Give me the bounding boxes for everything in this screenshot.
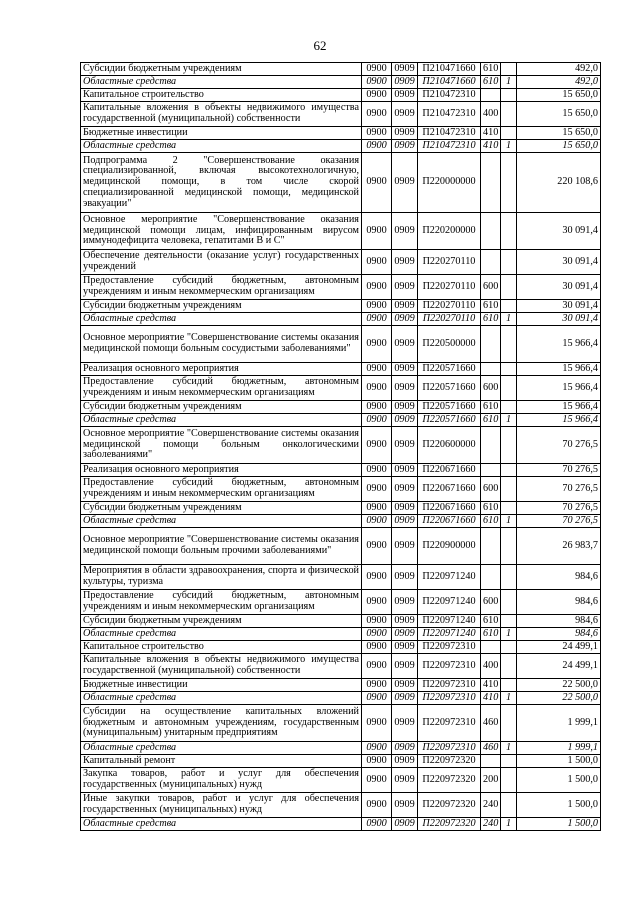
target-article-code: П220500000 xyxy=(418,326,481,363)
amount: 15 966,4 xyxy=(517,401,601,414)
section-code: 0909 xyxy=(392,515,418,528)
table-row xyxy=(81,692,601,705)
amount: 30 091,4 xyxy=(517,300,601,313)
table-row xyxy=(81,326,601,363)
target-article-code: П220972310 xyxy=(418,654,481,679)
funding-source-code xyxy=(501,401,517,414)
funding-source-code xyxy=(501,565,517,590)
item-name: Капитальное строительство xyxy=(81,641,362,654)
item-name: Иные закупки товаров, работ и услуг для обеспечения государственных (муниципальных) нужд xyxy=(81,793,362,818)
amount: 24 499,1 xyxy=(517,654,601,679)
table-row xyxy=(81,363,601,376)
target-article-code: П220971240 xyxy=(418,615,481,628)
item-name: Предоставление субсидий бюджетным, автономным учреждениям и иным некоммерческим организациям xyxy=(81,376,362,401)
ministry-code: 0900 xyxy=(362,705,392,742)
budget-table-body xyxy=(81,63,601,831)
amount: 15 650,0 xyxy=(517,102,601,127)
ministry-code: 0900 xyxy=(362,414,392,427)
funding-source-code xyxy=(501,768,517,793)
amount: 15 650,0 xyxy=(517,89,601,102)
amount: 1 500,0 xyxy=(517,768,601,793)
expense-type-code: 600 xyxy=(481,376,501,401)
item-name: Реализация основного мероприятия xyxy=(81,464,362,477)
funding-source-code: 1 xyxy=(501,313,517,326)
ministry-code: 0900 xyxy=(362,140,392,153)
expense-type-code xyxy=(481,213,501,250)
section-code: 0909 xyxy=(392,464,418,477)
target-article-code: П220972310 xyxy=(418,679,481,692)
target-article-code: П210471660 xyxy=(418,63,481,76)
target-article-code: П220200000 xyxy=(418,213,481,250)
funding-source-code xyxy=(501,679,517,692)
table-row xyxy=(81,250,601,275)
item-name: Областные средства xyxy=(81,140,362,153)
item-name: Бюджетные инвестиции xyxy=(81,127,362,140)
amount: 984,6 xyxy=(517,565,601,590)
item-name: Подпрограмма 2 "Совершенствование оказания специализированной, включая высокотехнологичную, медицинской помощи, в том числе скорой специализированной медицинской помощи, медицинской эвакуации" xyxy=(81,153,362,213)
item-name: Основное мероприятие "Совершенствование системы оказания медицинской помощи больным сосудистыми заболеваниями" xyxy=(81,326,362,363)
funding-source-code xyxy=(501,793,517,818)
table-row xyxy=(81,127,601,140)
amount: 22 500,0 xyxy=(517,692,601,705)
ministry-code: 0900 xyxy=(362,755,392,768)
ministry-code: 0900 xyxy=(362,515,392,528)
funding-source-code xyxy=(501,63,517,76)
table-row xyxy=(81,528,601,565)
section-code: 0909 xyxy=(392,153,418,213)
amount: 30 091,4 xyxy=(517,213,601,250)
table-row xyxy=(81,705,601,742)
ministry-code: 0900 xyxy=(362,76,392,89)
item-name: Капитальное строительство xyxy=(81,89,362,102)
section-code: 0909 xyxy=(392,427,418,464)
item-name: Областные средства xyxy=(81,515,362,528)
target-article-code: П220972320 xyxy=(418,818,481,831)
target-article-code: П220571660 xyxy=(418,376,481,401)
ministry-code: 0900 xyxy=(362,213,392,250)
target-article-code: П220971240 xyxy=(418,628,481,641)
item-name: Субсидии бюджетным учреждениям xyxy=(81,300,362,313)
expense-type-code: 600 xyxy=(481,477,501,502)
section-code: 0909 xyxy=(392,414,418,427)
ministry-code: 0900 xyxy=(362,250,392,275)
amount: 70 276,5 xyxy=(517,427,601,464)
expense-type-code: 410 xyxy=(481,692,501,705)
ministry-code: 0900 xyxy=(362,768,392,793)
table-row xyxy=(81,464,601,477)
target-article-code: П210472310 xyxy=(418,102,481,127)
amount: 1 500,0 xyxy=(517,793,601,818)
amount: 70 276,5 xyxy=(517,502,601,515)
amount: 70 276,5 xyxy=(517,477,601,502)
page-number: 62 xyxy=(313,38,327,53)
target-article-code: П210472310 xyxy=(418,89,481,102)
table-row xyxy=(81,275,601,300)
table-row xyxy=(81,102,601,127)
table-row xyxy=(81,213,601,250)
section-code: 0909 xyxy=(392,300,418,313)
funding-source-code xyxy=(501,590,517,615)
funding-source-code: 1 xyxy=(501,628,517,641)
funding-source-code xyxy=(501,615,517,628)
expense-type-code: 600 xyxy=(481,590,501,615)
funding-source-code xyxy=(501,528,517,565)
target-article-code: П220972310 xyxy=(418,641,481,654)
funding-source-code xyxy=(501,477,517,502)
expense-type-code: 610 xyxy=(481,401,501,414)
target-article-code: П220972310 xyxy=(418,742,481,755)
table-row xyxy=(81,76,601,89)
expense-type-code: 400 xyxy=(481,654,501,679)
expense-type-code xyxy=(481,326,501,363)
item-name: Предоставление субсидий бюджетным, автономным учреждениям и иным некоммерческим организациям xyxy=(81,477,362,502)
section-code: 0909 xyxy=(392,768,418,793)
target-article-code: П220972320 xyxy=(418,793,481,818)
target-article-code: П220571660 xyxy=(418,401,481,414)
expense-type-code xyxy=(481,464,501,477)
item-name: Капитальные вложения в объекты недвижимого имущества государственной (муниципальной) собственности xyxy=(81,654,362,679)
item-name: Основное мероприятие "Совершенствование оказания медицинской помощи лицам, инфицированным вирусом иммунодефицита человека, гепатитами В и С" xyxy=(81,213,362,250)
target-article-code: П220671660 xyxy=(418,515,481,528)
funding-source-code xyxy=(501,464,517,477)
table-row xyxy=(81,313,601,326)
target-article-code: П220971240 xyxy=(418,565,481,590)
section-code: 0909 xyxy=(392,102,418,127)
funding-source-code xyxy=(501,427,517,464)
funding-source-code xyxy=(501,153,517,213)
amount: 30 091,4 xyxy=(517,250,601,275)
amount: 24 499,1 xyxy=(517,641,601,654)
item-name: Субсидии бюджетным учреждениям xyxy=(81,615,362,628)
section-code: 0909 xyxy=(392,326,418,363)
target-article-code: П220900000 xyxy=(418,528,481,565)
amount: 22 500,0 xyxy=(517,679,601,692)
amount: 15 966,4 xyxy=(517,326,601,363)
section-code: 0909 xyxy=(392,565,418,590)
section-code: 0909 xyxy=(392,140,418,153)
funding-source-code: 1 xyxy=(501,742,517,755)
table-row xyxy=(81,755,601,768)
table-row xyxy=(81,768,601,793)
table-row xyxy=(81,427,601,464)
section-code: 0909 xyxy=(392,742,418,755)
funding-source-code xyxy=(501,250,517,275)
item-name: Субсидии на осуществление капитальных вложений бюджетным и автономным учреждениям, государственным (муниципальным) унитарным предприятиям xyxy=(81,705,362,742)
item-name: Основное мероприятие "Совершенствование системы оказания медицинской помощи больным прочими заболеваниями" xyxy=(81,528,362,565)
table-row xyxy=(81,654,601,679)
ministry-code: 0900 xyxy=(362,89,392,102)
expense-type-code: 240 xyxy=(481,818,501,831)
table-row xyxy=(81,401,601,414)
expense-type-code xyxy=(481,755,501,768)
expense-type-code xyxy=(481,565,501,590)
target-article-code: П220972310 xyxy=(418,692,481,705)
table-row xyxy=(81,679,601,692)
funding-source-code xyxy=(501,363,517,376)
budget-table xyxy=(80,62,601,831)
target-article-code: П220972310 xyxy=(418,705,481,742)
section-code: 0909 xyxy=(392,250,418,275)
table-row xyxy=(81,477,601,502)
amount: 70 276,5 xyxy=(517,464,601,477)
target-article-code: П220270110 xyxy=(418,250,481,275)
expense-type-code: 610 xyxy=(481,300,501,313)
target-article-code: П220972320 xyxy=(418,768,481,793)
target-article-code: П220600000 xyxy=(418,427,481,464)
funding-source-code xyxy=(501,326,517,363)
ministry-code: 0900 xyxy=(362,502,392,515)
table-row xyxy=(81,628,601,641)
expense-type-code: 610 xyxy=(481,76,501,89)
item-name: Закупка товаров, работ и услуг для обеспечения государственных (муниципальных) нужд xyxy=(81,768,362,793)
ministry-code: 0900 xyxy=(362,127,392,140)
expense-type-code xyxy=(481,250,501,275)
section-code: 0909 xyxy=(392,275,418,300)
funding-source-code: 1 xyxy=(501,414,517,427)
ministry-code: 0900 xyxy=(362,615,392,628)
ministry-code: 0900 xyxy=(362,326,392,363)
funding-source-code xyxy=(501,502,517,515)
table-row xyxy=(81,63,601,76)
table-row xyxy=(81,89,601,102)
section-code: 0909 xyxy=(392,502,418,515)
expense-type-code: 410 xyxy=(481,140,501,153)
amount: 984,6 xyxy=(517,628,601,641)
ministry-code: 0900 xyxy=(362,464,392,477)
section-code: 0909 xyxy=(392,679,418,692)
table-row xyxy=(81,140,601,153)
ministry-code: 0900 xyxy=(362,313,392,326)
ministry-code: 0900 xyxy=(362,63,392,76)
expense-type-code: 610 xyxy=(481,515,501,528)
table-row xyxy=(81,818,601,831)
table-row xyxy=(81,742,601,755)
funding-source-code xyxy=(501,300,517,313)
section-code: 0909 xyxy=(392,127,418,140)
item-name: Областные средства xyxy=(81,76,362,89)
expense-type-code: 610 xyxy=(481,63,501,76)
ministry-code: 0900 xyxy=(362,793,392,818)
funding-source-code: 1 xyxy=(501,818,517,831)
amount: 220 108,6 xyxy=(517,153,601,213)
item-name: Мероприятия в области здравоохранения, спорта и физической культуры, туризма xyxy=(81,565,362,590)
item-name: Областные средства xyxy=(81,414,362,427)
section-code: 0909 xyxy=(392,654,418,679)
target-article-code: П210472310 xyxy=(418,127,481,140)
table-row xyxy=(81,515,601,528)
expense-type-code: 400 xyxy=(481,102,501,127)
ministry-code: 0900 xyxy=(362,376,392,401)
expense-type-code: 460 xyxy=(481,705,501,742)
section-code: 0909 xyxy=(392,213,418,250)
item-name: Предоставление субсидий бюджетным, автономным учреждениям и иным некоммерческим организациям xyxy=(81,275,362,300)
amount: 1 999,1 xyxy=(517,705,601,742)
ministry-code: 0900 xyxy=(362,528,392,565)
expense-type-code: 600 xyxy=(481,275,501,300)
table-row xyxy=(81,793,601,818)
section-code: 0909 xyxy=(392,793,418,818)
target-article-code: П210471660 xyxy=(418,76,481,89)
table-row xyxy=(81,502,601,515)
section-code: 0909 xyxy=(392,590,418,615)
target-article-code: П220671660 xyxy=(418,464,481,477)
expense-type-code: 410 xyxy=(481,127,501,140)
expense-type-code: 610 xyxy=(481,615,501,628)
target-article-code: П220971240 xyxy=(418,590,481,615)
amount: 1 999,1 xyxy=(517,742,601,755)
target-article-code: П220270110 xyxy=(418,275,481,300)
target-article-code: П220571660 xyxy=(418,414,481,427)
amount: 15 966,4 xyxy=(517,363,601,376)
target-article-code: П220000000 xyxy=(418,153,481,213)
amount: 15 966,4 xyxy=(517,414,601,427)
item-name: Областные средства xyxy=(81,628,362,641)
ministry-code: 0900 xyxy=(362,679,392,692)
expense-type-code xyxy=(481,641,501,654)
section-code: 0909 xyxy=(392,63,418,76)
item-name: Областные средства xyxy=(81,742,362,755)
table-row xyxy=(81,300,601,313)
amount: 1 500,0 xyxy=(517,755,601,768)
amount: 30 091,4 xyxy=(517,275,601,300)
amount: 15 650,0 xyxy=(517,140,601,153)
target-article-code: П220571660 xyxy=(418,363,481,376)
ministry-code: 0900 xyxy=(362,401,392,414)
section-code: 0909 xyxy=(392,477,418,502)
section-code: 0909 xyxy=(392,615,418,628)
funding-source-code xyxy=(501,755,517,768)
item-name: Субсидии бюджетным учреждениям xyxy=(81,502,362,515)
funding-source-code xyxy=(501,376,517,401)
funding-source-code: 1 xyxy=(501,76,517,89)
ministry-code: 0900 xyxy=(362,300,392,313)
ministry-code: 0900 xyxy=(362,742,392,755)
table-row xyxy=(81,615,601,628)
section-code: 0909 xyxy=(392,628,418,641)
item-name: Реализация основного мероприятия xyxy=(81,363,362,376)
section-code: 0909 xyxy=(392,313,418,326)
expense-type-code xyxy=(481,363,501,376)
section-code: 0909 xyxy=(392,376,418,401)
section-code: 0909 xyxy=(392,641,418,654)
item-name: Основное мероприятие "Совершенствование системы оказания медицинской помощи больным онкологическими заболеваниями" xyxy=(81,427,362,464)
section-code: 0909 xyxy=(392,528,418,565)
section-code: 0909 xyxy=(392,692,418,705)
item-name: Областные средства xyxy=(81,313,362,326)
ministry-code: 0900 xyxy=(362,565,392,590)
funding-source-code: 1 xyxy=(501,692,517,705)
expense-type-code: 200 xyxy=(481,768,501,793)
amount: 70 276,5 xyxy=(517,515,601,528)
section-code: 0909 xyxy=(392,401,418,414)
expense-type-code: 610 xyxy=(481,628,501,641)
ministry-code: 0900 xyxy=(362,692,392,705)
expense-type-code xyxy=(481,153,501,213)
table-row xyxy=(81,153,601,213)
item-name: Капитальные вложения в объекты недвижимого имущества государственной (муниципальной) собственности xyxy=(81,102,362,127)
expense-type-code: 610 xyxy=(481,313,501,326)
ministry-code: 0900 xyxy=(362,427,392,464)
ministry-code: 0900 xyxy=(362,818,392,831)
item-name: Субсидии бюджетным учреждениям xyxy=(81,401,362,414)
table-row xyxy=(81,565,601,590)
expense-type-code xyxy=(481,89,501,102)
expense-type-code xyxy=(481,528,501,565)
ministry-code: 0900 xyxy=(362,363,392,376)
item-name: Предоставление субсидий бюджетным, автономным учреждениям и иным некоммерческим организациям xyxy=(81,590,362,615)
funding-source-code: 1 xyxy=(501,515,517,528)
table-row xyxy=(81,376,601,401)
item-name: Субсидии бюджетным учреждениям xyxy=(81,63,362,76)
amount: 15 650,0 xyxy=(517,127,601,140)
ministry-code: 0900 xyxy=(362,590,392,615)
ministry-code: 0900 xyxy=(362,153,392,213)
target-article-code: П220671660 xyxy=(418,477,481,502)
section-code: 0909 xyxy=(392,363,418,376)
expense-type-code: 460 xyxy=(481,742,501,755)
section-code: 0909 xyxy=(392,818,418,831)
ministry-code: 0900 xyxy=(362,102,392,127)
item-name: Областные средства xyxy=(81,692,362,705)
ministry-code: 0900 xyxy=(362,654,392,679)
funding-source-code xyxy=(501,654,517,679)
table-row xyxy=(81,590,601,615)
amount: 492,0 xyxy=(517,63,601,76)
expense-type-code xyxy=(481,427,501,464)
amount: 30 091,4 xyxy=(517,313,601,326)
amount: 26 983,7 xyxy=(517,528,601,565)
ministry-code: 0900 xyxy=(362,275,392,300)
amount: 984,6 xyxy=(517,615,601,628)
expense-type-code: 410 xyxy=(481,679,501,692)
funding-source-code xyxy=(501,127,517,140)
funding-source-code xyxy=(501,89,517,102)
amount: 984,6 xyxy=(517,590,601,615)
item-name: Бюджетные инвестиции xyxy=(81,679,362,692)
target-article-code: П220270110 xyxy=(418,300,481,313)
amount: 492,0 xyxy=(517,76,601,89)
target-article-code: П220270110 xyxy=(418,313,481,326)
target-article-code: П220972320 xyxy=(418,755,481,768)
table-row xyxy=(81,641,601,654)
section-code: 0909 xyxy=(392,76,418,89)
section-code: 0909 xyxy=(392,755,418,768)
funding-source-code xyxy=(501,102,517,127)
amount: 15 966,4 xyxy=(517,376,601,401)
amount: 1 500,0 xyxy=(517,818,601,831)
funding-source-code xyxy=(501,705,517,742)
target-article-code: П210472310 xyxy=(418,140,481,153)
section-code: 0909 xyxy=(392,705,418,742)
funding-source-code xyxy=(501,275,517,300)
item-name: Капитальный ремонт xyxy=(81,755,362,768)
ministry-code: 0900 xyxy=(362,477,392,502)
target-article-code: П220671660 xyxy=(418,502,481,515)
expense-type-code: 610 xyxy=(481,414,501,427)
table-row xyxy=(81,414,601,427)
funding-source-code xyxy=(501,213,517,250)
funding-source-code: 1 xyxy=(501,140,517,153)
item-name: Областные средства xyxy=(81,818,362,831)
ministry-code: 0900 xyxy=(362,628,392,641)
funding-source-code xyxy=(501,641,517,654)
expense-type-code: 610 xyxy=(481,502,501,515)
expense-type-code: 240 xyxy=(481,793,501,818)
section-code: 0909 xyxy=(392,89,418,102)
item-name: Обеспечение деятельности (оказание услуг) государственных учреждений xyxy=(81,250,362,275)
ministry-code: 0900 xyxy=(362,641,392,654)
